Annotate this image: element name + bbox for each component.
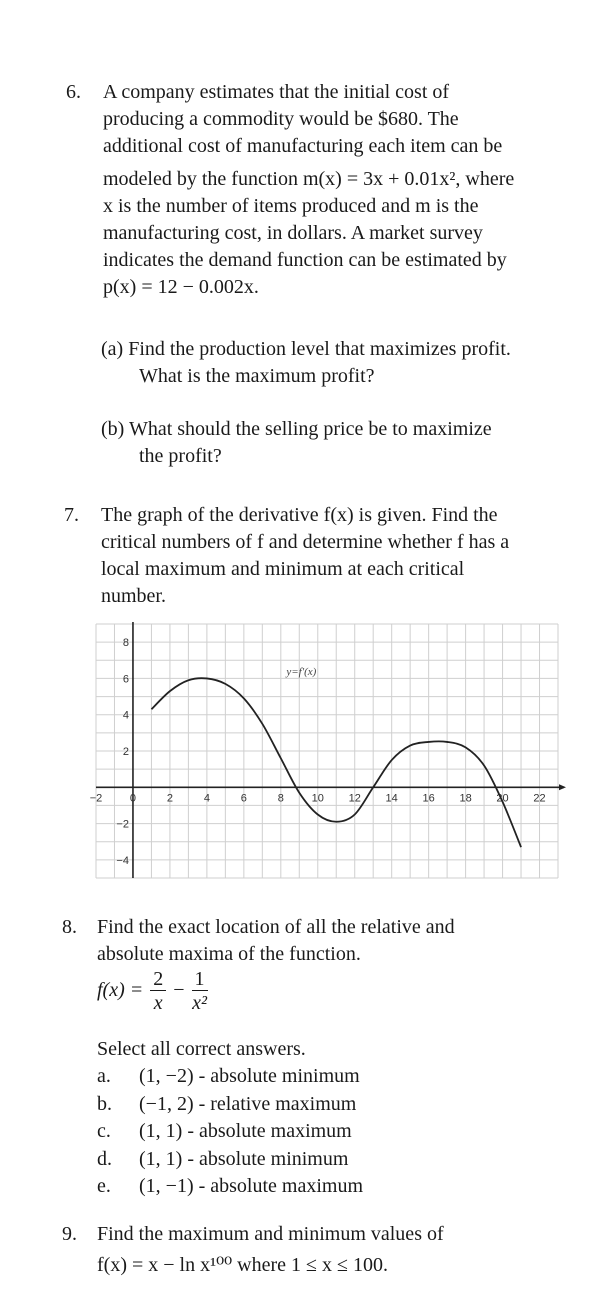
q8-line: absolute maxima of the function. xyxy=(97,943,361,965)
y-tick-label: 6 xyxy=(122,673,129,686)
q8-options xyxy=(97,1063,363,1201)
x-tick-label: 12 xyxy=(348,792,361,805)
q6-number: 6. xyxy=(66,81,81,103)
q6-part-a-line: (a) Find the production level that maximizes profit. xyxy=(101,338,511,360)
q6-text xyxy=(103,79,514,301)
q8-option-a[interactable] xyxy=(97,1063,363,1091)
q8-function xyxy=(97,968,210,1015)
q7-line: number. xyxy=(101,585,166,607)
q6-line: producing a commodity would be $680. The xyxy=(103,108,459,130)
y-tick-label: 8 xyxy=(122,637,129,650)
q8-frac2-num: 1 xyxy=(192,968,208,991)
q6-line: additional cost of manufacturing each item can be xyxy=(103,135,503,157)
q8-frac1-den: x xyxy=(153,992,163,1014)
option-letter: e. xyxy=(97,1175,111,1197)
q8-minus: − xyxy=(173,979,185,1002)
q9-number: 9. xyxy=(62,1223,77,1245)
q6-part-b-line: (b) What should the selling price be to maximize xyxy=(101,418,492,440)
x-tick-label: −2 xyxy=(89,792,103,805)
option-letter: d. xyxy=(97,1147,112,1170)
x-tick-label: 6 xyxy=(240,792,247,805)
q8-func-prefix: f(x) = xyxy=(97,979,144,1002)
q8-select-label: Select all correct answers. xyxy=(97,1038,306,1060)
x-tick-label: 4 xyxy=(203,792,210,805)
y-tick-label: −4 xyxy=(116,854,129,867)
q6-line: A company estimates that the initial cost of xyxy=(103,81,450,103)
x-tick-label: 14 xyxy=(385,792,398,805)
q6-line: indicates the demand function can be estimated by xyxy=(103,249,507,271)
y-tick-label: 4 xyxy=(122,709,129,722)
x-tick-label: 10 xyxy=(311,792,324,805)
q6-line: manufacturing cost, in dollars. A market survey xyxy=(103,222,483,244)
option-text: (−1, 2) - relative maximum xyxy=(139,1092,357,1115)
x-tick-label: 18 xyxy=(459,792,472,805)
x-tick-label: 2 xyxy=(166,792,173,805)
option-text: (1, 1) - absolute minimum xyxy=(139,1147,349,1170)
q6-line: modeled by the function m(x) = 3x + 0.01x², where xyxy=(103,168,515,190)
y-tick-label: 2 xyxy=(122,746,129,758)
curve-label: y=f′(x) xyxy=(286,665,317,678)
option-letter: b. xyxy=(97,1092,112,1115)
q7-number: 7. xyxy=(64,504,79,526)
q7-line: The graph of the derivative f(x) is given. Find the xyxy=(101,504,498,526)
q7-line: critical numbers of f and determine whether f has a xyxy=(101,531,510,553)
q8-option-e[interactable] xyxy=(97,1173,363,1201)
q8-line: Find the exact location of all the relative and xyxy=(97,916,455,938)
q9-line: Find the maximum and minimum values of xyxy=(97,1223,444,1245)
derivative-chart xyxy=(88,620,568,882)
q6-part-a xyxy=(101,336,511,390)
x-tick-label: 0 xyxy=(129,792,137,805)
q9-line: f(x) = x − ln x¹⁰⁰ where 1 ≤ x ≤ 100. xyxy=(97,1254,388,1276)
q7-text xyxy=(101,502,509,610)
option-text: (1, −1) - absolute maximum xyxy=(139,1175,364,1197)
q6-part-b-line: the profit? xyxy=(139,445,222,467)
q8-text xyxy=(97,914,455,968)
q8-fraction-2 xyxy=(192,968,208,1015)
q8-frac1-num: 2 xyxy=(150,968,166,991)
option-text: (1, 1) - absolute maximum xyxy=(139,1120,352,1142)
x-axis-arrow xyxy=(559,784,566,790)
option-letter: c. xyxy=(97,1120,111,1142)
q8-option-b[interactable] xyxy=(97,1091,363,1119)
q8-option-d[interactable] xyxy=(97,1146,363,1174)
q8-frac2-den: x² xyxy=(192,992,207,1014)
q6-line: x is the number of items produced and m is the xyxy=(103,195,479,217)
q8-number: 8. xyxy=(62,916,77,938)
q6-part-b xyxy=(101,416,492,470)
q7-line: local maximum and minimum at each critical xyxy=(101,558,465,580)
x-tick-label: 8 xyxy=(277,792,284,805)
x-tick-label: 22 xyxy=(533,792,546,805)
option-letter: a. xyxy=(97,1065,111,1087)
q8-fraction-1 xyxy=(150,968,166,1015)
q6-part-a-line: What is the maximum profit? xyxy=(139,365,375,387)
q8-option-c[interactable] xyxy=(97,1118,363,1146)
derivative-graph xyxy=(88,620,568,890)
option-text: (1, −2) - absolute minimum xyxy=(139,1065,360,1087)
x-tick-label: 20 xyxy=(496,792,509,805)
y-tick-label: −2 xyxy=(116,818,129,831)
x-tick-label: 16 xyxy=(422,792,435,805)
q9-text xyxy=(97,1221,444,1279)
q6-line: p(x) = 12 − 0.002x. xyxy=(103,276,259,298)
